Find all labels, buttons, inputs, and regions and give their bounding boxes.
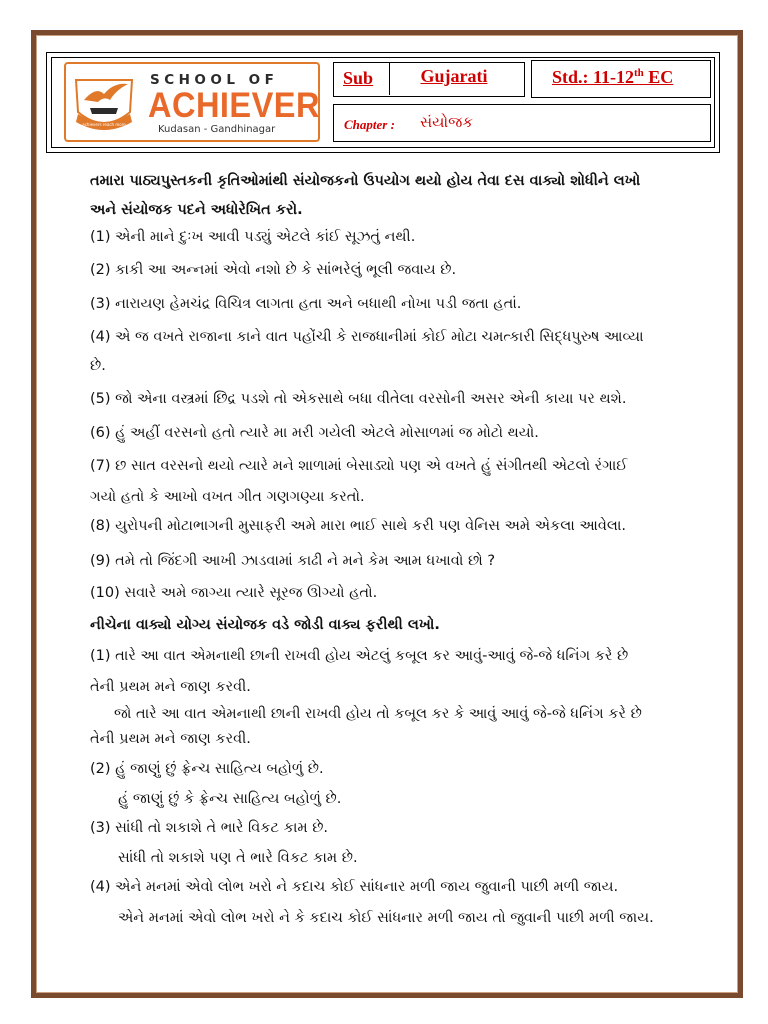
standard-suffix: EC — [643, 67, 674, 87]
list-item: (2) કાકી આ અન્નમાં એવો નશો છે કે સાંભરેલું ભૂલી જવાય છે. — [90, 262, 457, 278]
list-item: (1) તારે આ વાત એમનાથી છાની રાખવી હોય એટલું કબૂલ કર આવું-આવું જે-જે ધનિંગ કરે છે — [90, 648, 629, 664]
list-item: તેની પ્રથમ મને જાણ કરવી. — [90, 679, 251, 695]
chapter-label: Chapter : — [344, 117, 395, 132]
list-item: (5) જો એના વસ્ત્રમાં છિદ્ર પડશે તો એકસાથે બધા વીતેલા વરસોની અસર એની કાયા પર થશે. — [90, 391, 627, 407]
list-item: (6) હું અહીં વરસનો હતો ત્યારે મા મરી ગયેલી એટલે મોસાળમાં જ મોટો થયો. — [90, 425, 539, 441]
list-item: (10) સવારે અમે જાગ્યા ત્યારે સૂરજ ઊગ્યો હતો. — [90, 585, 378, 601]
list-item: ગયો હતો કે આખો વખત ગીત ગણગણ્યા કરતો. — [90, 489, 365, 505]
standard-box — [531, 60, 711, 98]
subject-label: Sub — [343, 68, 374, 88]
subject-box — [333, 62, 525, 97]
answer-line: એને મનમાં એવો લોભ ખરો ને કે કદાચ કોઈ સાંધનાર મળી જાય તો જુવાની પાછી મળી જાય. — [118, 910, 654, 926]
list-item: (8) યુરોપની મોટાભાગની મુસાફરી અમે મારા ભાઈ સાથે કરી પણ વેનિસ અમે એકલા આવેલા. — [90, 518, 626, 534]
list-item: (4) એને મનમાં એવો લોભ ખરો ને કદાચ કોઈ સાંધનાર મળી જાય જુવાની પાછી મળી જાય. — [90, 879, 619, 895]
svg-text:achievers reach more: achievers reach more — [82, 122, 126, 127]
chapter-box — [333, 104, 711, 142]
list-item: (9) તમે તો જિંદગી આખી ઝાડવામાં કાઢી ને મને કેમ આમ ધખાવો છો ? — [90, 553, 496, 569]
standard-superscript: th — [634, 67, 644, 79]
standard-text — [552, 67, 673, 88]
section2-instruction: નીચેના વાક્યો યોગ્ય સંયોજક વડે જોડી વાક્ય ફરીથી લખો. — [90, 617, 440, 633]
logo-location-text: Kudasan - Gandhinagar — [158, 124, 276, 135]
logo-achiever-text: ACHIEVER — [148, 86, 320, 125]
list-item: (4) એ જ વખતે રાજાના કાને વાત પહોંચી કે રાજધાનીમાં કોઈ મોટા ચમત્કારી સિદ્ધપુરુષ આવ્યા — [90, 329, 644, 345]
logo-school-of-text: SCHOOL OF — [150, 72, 279, 88]
list-item: (3) નારાયણ હેમચંદ્ર વિચિત્ર લાગતા હતા અને બધાથી નોખા પડી જતા હતાં. — [90, 296, 522, 312]
subject-divider — [389, 63, 390, 95]
list-item: (2) હું જાણું છું ફ્રેન્ચ સાહિત્ય બહોળું છે. — [90, 761, 324, 777]
list-item: (3) સાંધી તો શકાશે તે ભારે વિકટ કામ છે. — [90, 820, 329, 836]
answer-line: જો તારે આ વાત એમનાથી છાની રાખવી હોય તો કબૂલ કર કે આવું આવું જે-જે ધનિંગ કરે છે — [114, 706, 642, 722]
section1-instruction-line1: તમારા પાઠ્યપુસ્તકની કૃતિઓમાંથી સંયોજકનો ઉપયોગ થયો હોય તેવા દસ વાક્યો શોધીને લખો — [90, 173, 641, 189]
eagle-emblem-icon — [70, 70, 138, 136]
school-logo — [64, 62, 320, 142]
answer-line: હું જાણું છું કે ફ્રેન્ચ સાહિત્ય બહોળું છે. — [118, 791, 342, 807]
list-item: તેની પ્રથમ મને જાણ કરવી. — [90, 731, 251, 747]
list-item: છે. — [90, 358, 106, 374]
standard-prefix: Std.: 11-12 — [552, 67, 635, 87]
chapter-value: સંયોજક — [420, 113, 473, 131]
list-item: (1) એની માને દુઃખ આવી પડ્યું એટલે કાંઈ સૂઝતું નથી. — [90, 229, 416, 245]
answer-line: સાંધી તો શકાશે પણ તે ભારે વિકટ કામ છે. — [118, 850, 358, 866]
section1-instruction-line2: અને સંયોજક પદને અધોરેખિત કરો. — [90, 202, 303, 218]
list-item: (7) છ સાત વરસનો થયો ત્યારે મને શાળામાં બેસાડ્યો પણ એ વખતે હું સંગીતથી એટલો રંગાઈ — [90, 458, 628, 474]
subject-value: Gujarati — [420, 66, 488, 86]
